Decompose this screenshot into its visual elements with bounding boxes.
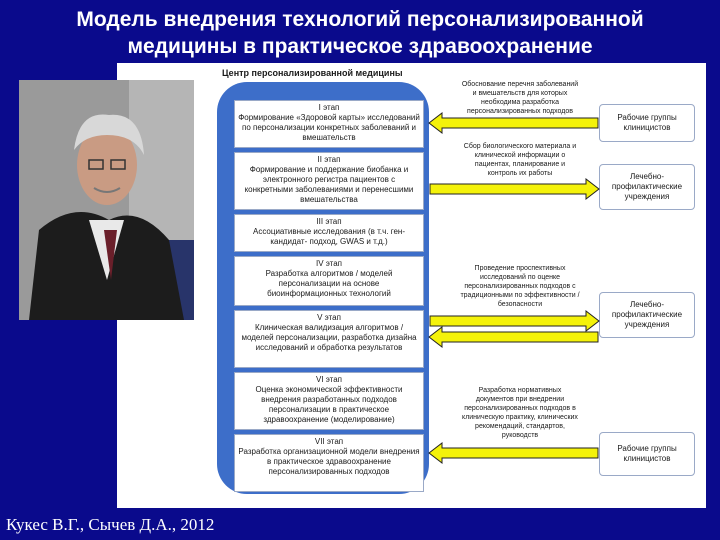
stage-box-6 (234, 372, 424, 430)
stage-box-2 (234, 152, 424, 210)
stage-text: Формирование «Здоровой карты» исследований по персонализации конкретных заболеваний и вмешательств (238, 113, 420, 142)
stage-heading: V этап (317, 313, 341, 322)
author-photo (19, 80, 194, 320)
right-box-2: Лечебно-профилактические учреждения (599, 164, 695, 210)
author-caption: Кукес В.Г., Сычев Д.А., 2012 (6, 515, 215, 534)
middle-note-4: Разработка нормативных документов при внедрении персонализированных подходов в клиническую практику, клинических рекомендаций, стандартов, руководств (462, 387, 578, 439)
middle-note-1: Обоснование перечня заболеваний и вмешательств для которых необходима разработка персонализированных подходов (461, 81, 579, 115)
center-title: Центр персонализированной медицины (222, 68, 403, 78)
stage-heading: VII этап (314, 437, 344, 446)
stage-box-4 (234, 256, 424, 306)
slide-title-line-2: медицины в практическое здравоохранение (127, 35, 593, 58)
stage-text: Оценка экономической эффективности внедрения разработанных подходов персонализации в практическое здравоохранение (моделирование) (255, 385, 403, 424)
stage-text: Разработка алгоритмов / моделей персонализации на основе биоинформационных технологий (265, 269, 393, 298)
slide-title (0, 6, 720, 60)
arrow-right-icon (428, 178, 600, 200)
stage-box-3 (234, 214, 424, 252)
stage-heading: IV этап (315, 259, 343, 268)
arrow-left-icon (428, 112, 600, 134)
right-box-4: Рабочие группы клиницистов (599, 432, 695, 476)
arrow-left-icon (428, 326, 600, 348)
stage-box-1 (234, 100, 424, 148)
arrow-left-icon (428, 442, 600, 464)
stage-text: Формирование и поддержание биобанка и электронного регистра пациентов с конкретными заболеваниями и перенесшими вмешательства (244, 165, 414, 204)
stage-box-7 (234, 434, 424, 492)
right-box-3: Лечебно-профилактические учреждения (599, 292, 695, 338)
stage-box-5 (234, 310, 424, 368)
stage-text: Клиническая валидизация алгоритмов / моделей персонализации, разработка дизайна исследований и обработка результатов (241, 323, 417, 352)
right-box-1: Рабочие группы клиницистов (599, 104, 695, 142)
stage-text: Ассоциативные исследования (в т.ч. ген-кандидат- подход, GWAS и т.д.) (252, 227, 406, 246)
stage-heading: VI этап (315, 375, 343, 384)
middle-note-2: Сбор биологического материала и клинической информации о пациентах, планирование и контроль их работы (463, 143, 577, 177)
author-photo-illustration (19, 80, 194, 320)
slide-title-line-1: Модель внедрения технологий персонализированной (76, 8, 644, 31)
stage-text: Разработка организационной модели внедрения в практическое здравоохранение персонализированных подходов (238, 447, 420, 476)
stage-heading: II этап (317, 155, 341, 164)
stage-heading: III этап (316, 217, 342, 226)
stage-heading: I этап (318, 103, 340, 112)
middle-note-3: Проведение проспективных исследований по оценке персонализированных подходов с традиционными по эффективности / безопасности (460, 265, 580, 308)
